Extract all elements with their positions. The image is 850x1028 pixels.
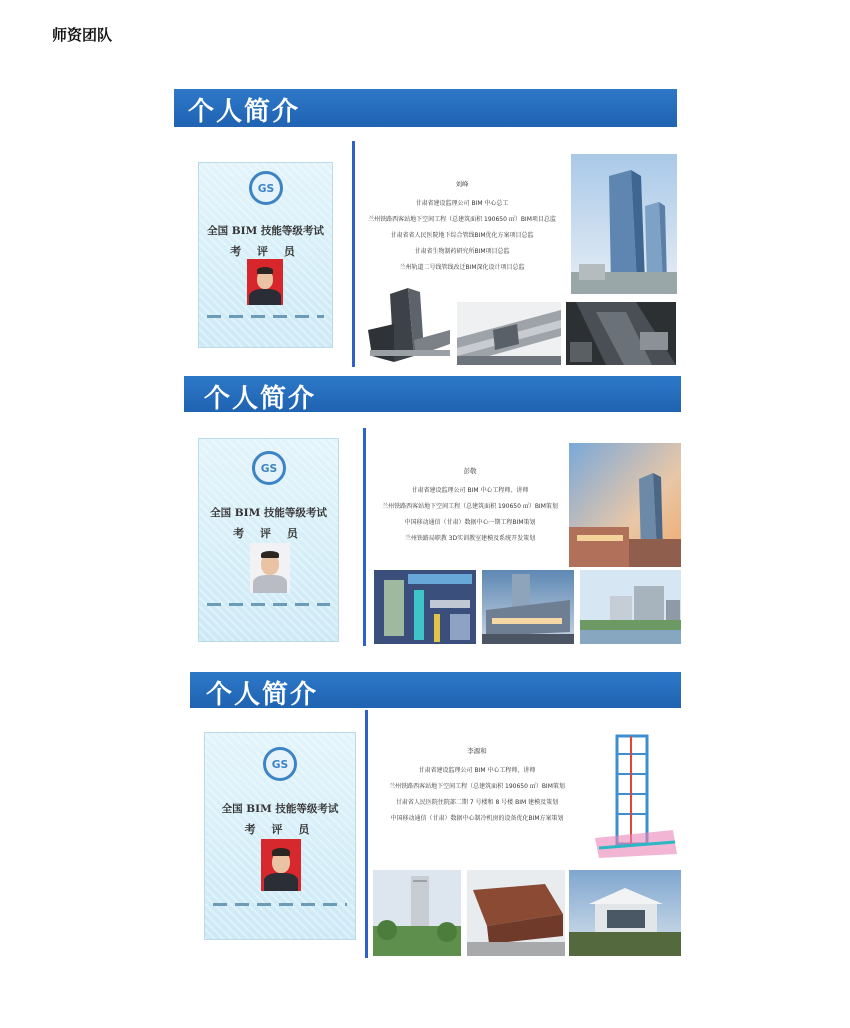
profile-name: 刘峰 xyxy=(455,180,469,188)
tower-site-render-image xyxy=(373,870,461,956)
profile-card xyxy=(184,376,681,648)
divider-line xyxy=(363,428,366,646)
profile-info xyxy=(371,746,583,827)
sunset-tower-render-image xyxy=(569,443,681,567)
facade-detail-model-image xyxy=(457,302,561,365)
certificate-seal-icon xyxy=(252,451,286,485)
profile-line: 甘肃省生物制药研究所BIM项目总监 xyxy=(414,248,510,255)
certificate-role: 考 评 员 xyxy=(230,245,301,258)
profile-line: 甘肃省建设监理公司 BIM 中心工程师、讲师 xyxy=(418,767,536,774)
structure-frame-model-image xyxy=(364,286,454,369)
certificate-divider xyxy=(207,315,324,318)
certificate-divider xyxy=(207,603,330,606)
riverside-render-image xyxy=(580,570,681,644)
highrise-mep-model-image xyxy=(587,730,681,862)
profile-line: 中国移动通信（甘肃）数据中心制冷机房的设备优化BIM方案策划 xyxy=(390,815,564,822)
profile-line: 兰州铁路局职教 3D实训教室建模及系统开发策划 xyxy=(404,535,536,542)
profile-line: 甘肃省建设监理公司 BIM 中心总工 xyxy=(415,200,509,207)
profile-line: 兰州铁路西客站地下空间工程（总建筑面积 190650 ㎡）BIM策划 xyxy=(382,503,558,510)
profile-info xyxy=(357,179,567,276)
svg-text:GS: GS xyxy=(257,182,275,196)
certificate-title: 全国 BIM 技能等级考试 xyxy=(207,225,324,237)
glass-tower-render-image xyxy=(571,154,677,294)
profile-line: 兰州铁路西客站地下空间工程（总建筑面积 190650 ㎡）BIM项目总监 xyxy=(368,216,556,223)
profile-card xyxy=(190,672,681,960)
divider-line xyxy=(352,141,355,367)
divider-line xyxy=(365,710,368,958)
profile-banner xyxy=(190,672,681,708)
portrait-photo xyxy=(261,839,301,891)
curtain-wall-model-image xyxy=(566,302,676,365)
profile-name: 彭敬 xyxy=(463,467,477,475)
banner-title: 个人简介 xyxy=(188,97,301,127)
certificate-seal-icon xyxy=(249,171,283,205)
certificate-divider xyxy=(213,903,347,906)
pavilion-render-image xyxy=(569,870,681,956)
certificate-role: 考 评 员 xyxy=(233,527,304,540)
brick-building-render-image xyxy=(467,870,565,956)
pipe-system-model-image xyxy=(374,570,476,644)
profile-line: 甘肃省省人民医院地下综合管线BIM优化方案项目总监 xyxy=(390,232,534,239)
page-heading: 师资团队 xyxy=(52,26,113,44)
certificate-role: 考 评 员 xyxy=(244,823,316,836)
certificate-title: 全国 BIM 技能等级考试 xyxy=(210,507,327,519)
portrait-photo xyxy=(250,543,290,593)
profile-info xyxy=(367,466,573,547)
certificate-seal-icon xyxy=(263,747,297,781)
banner-title: 个人简介 xyxy=(206,680,319,710)
profile-banner xyxy=(184,376,681,412)
profile-name: 李源和 xyxy=(467,747,487,755)
portrait-photo xyxy=(247,259,283,305)
profile-line: 甘肃省人民医院住院部二期 7 号楼和 8 号楼 BIM 建模及策划 xyxy=(395,799,559,806)
profile-line: 中国移动通信（甘肃）数据中心一期工程BIM策划 xyxy=(404,519,536,526)
certificate xyxy=(198,438,339,642)
profile-line: 甘肃省建设监理公司 BIM 中心工程师、讲师 xyxy=(411,487,529,494)
certificate xyxy=(198,162,333,348)
mall-render-image xyxy=(482,570,574,644)
certificate xyxy=(204,732,356,940)
profile-line: 兰州铁路西客站地下空间工程（总建筑面积 190650 ㎡）BIM策划 xyxy=(389,783,565,790)
svg-text:GS: GS xyxy=(271,758,289,772)
certificate-title: 全国 BIM 技能等级考试 xyxy=(221,803,339,815)
profile-card xyxy=(174,89,677,369)
banner-title: 个人简介 xyxy=(204,384,317,414)
svg-text:GS: GS xyxy=(260,462,278,476)
profile-line: 兰州轨道二号线管线改迁BIM深化设计项目总监 xyxy=(399,264,525,271)
profile-banner xyxy=(174,89,677,127)
